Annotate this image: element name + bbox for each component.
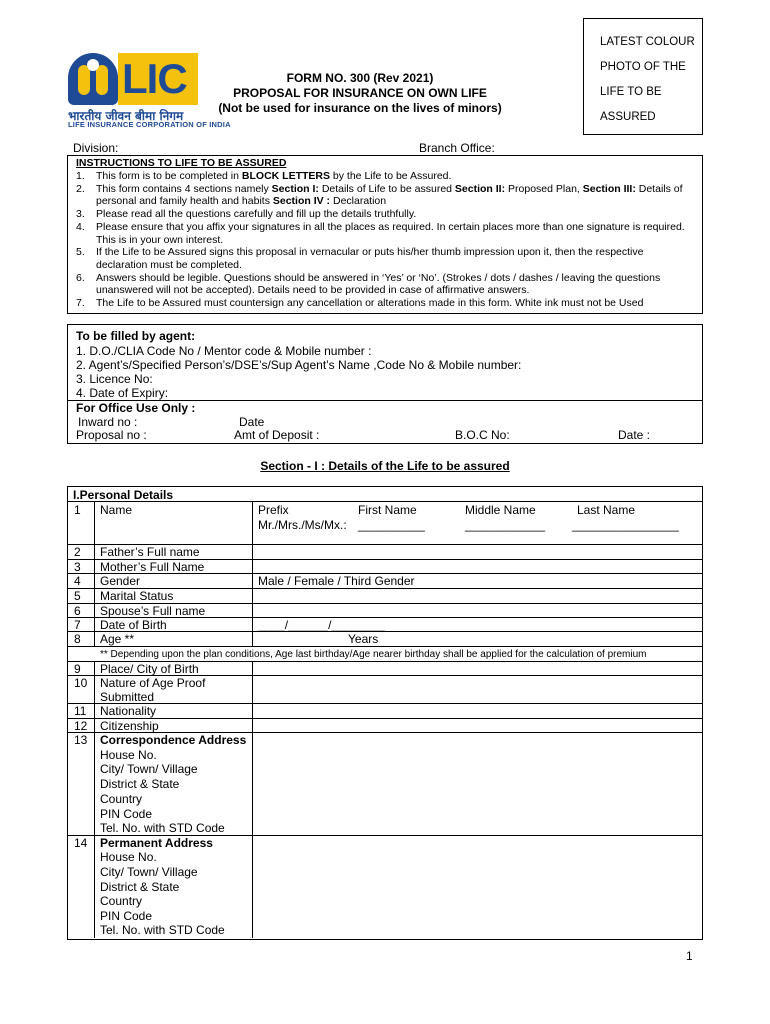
instruction-number: 7.	[76, 297, 85, 309]
row-label: City/ Town/ Village	[100, 762, 198, 776]
row-label: Correspondence Address	[100, 733, 247, 747]
agent-line: 3. Licence No:	[76, 372, 153, 386]
middle-name-blank[interactable]: ____________	[465, 518, 546, 532]
inward-label: Inward no :	[78, 415, 138, 429]
instruction-text: unanswered will not be accepted). Details need to be provided in case of affirmative answers.	[96, 284, 530, 297]
row-label: Father’s Full name	[100, 545, 200, 559]
row-label: House No.	[100, 748, 157, 762]
photo-text: ASSURED	[600, 111, 656, 123]
instruction-text: Please read all the questions carefully and fill up the details truthfully.	[96, 208, 417, 221]
row-label: Country	[100, 792, 143, 806]
row-label: Place/ City of Birth	[100, 662, 199, 676]
row-number: 7	[74, 618, 81, 632]
row-label: Country	[100, 894, 143, 908]
row-label: Marital Status	[100, 589, 174, 603]
agent-line: 2. Agent’s/Specified Person’s/DSE’s/Sup Agent’s Name ,Code No & Mobile number:	[76, 358, 522, 372]
form-number: FORM NO. 300 (Rev 2021)	[286, 71, 434, 85]
instruction-text: Please ensure that you affix your signatures in all the places as required. In certain places more than one signature is required.	[96, 220, 685, 233]
row-number: 4	[74, 574, 81, 588]
photo-text: LIFE TO BE	[600, 86, 662, 98]
photo-text: LATEST COLOUR	[600, 36, 695, 48]
proposal-label: Proposal no :	[76, 428, 147, 442]
instruction-text: declaration must be completed.	[96, 258, 242, 271]
logo-brand: LIC	[122, 55, 187, 102]
row-label: District & State	[100, 880, 180, 894]
row-label: Tel. No. with STD Code	[100, 821, 225, 835]
date-label: Date	[239, 415, 265, 429]
form-title: PROPOSAL FOR INSURANCE ON OWN LIFE	[233, 86, 487, 100]
row-number: 10	[74, 676, 88, 690]
row-number: 5	[74, 589, 81, 603]
instruction-text: Answers should be legible. Questions should be answered in ‘Yes’ or ‘No’. (Strokes / dots / dashes / leaving the questions	[96, 271, 661, 284]
lic-logo	[118, 53, 198, 105]
instruction-text: This form is to be completed in BLOCK LETTERS by the Life to be Assured.	[96, 170, 452, 182]
logo-hindi: भारतीय जीवन बीमा निगम	[68, 109, 184, 123]
row-label: PIN Code	[100, 807, 153, 821]
form-subtitle: (Not be used for insurance on the lives of minors)	[218, 101, 502, 115]
row-label: Nature of Age Proof	[100, 676, 206, 690]
instruction-number: 4.	[76, 220, 85, 233]
prefix-label: Prefix	[258, 503, 289, 517]
row-value[interactable]: Years	[348, 632, 379, 646]
row-number: 12	[74, 719, 88, 733]
row-divider	[67, 703, 702, 704]
row-number: 2	[74, 545, 81, 559]
instruction-text: The Life to be Assured must countersign any cancellation or alterations made in this form. White ink must not be Used	[96, 297, 644, 309]
instruction-number: 1.	[76, 170, 85, 182]
name-label: Name	[100, 503, 133, 517]
instruction-number: 3.	[76, 208, 85, 221]
last-name-blank[interactable]: ________________	[572, 518, 679, 532]
row-number: 3	[74, 560, 81, 574]
row-number: 1	[74, 503, 81, 517]
row-label: Citizenship	[100, 719, 159, 733]
row-label: Nationality	[100, 704, 157, 718]
row-label: City/ Town/ Village	[100, 865, 198, 879]
photo-box[interactable]	[583, 18, 703, 135]
row-label: Gender	[100, 574, 141, 588]
section-title: Section - I : Details of the Life to be assured	[260, 459, 510, 473]
row-value[interactable]: ____/______/________	[258, 618, 385, 632]
row-number: 13	[74, 733, 88, 747]
middle-name-label: Middle Name	[465, 503, 536, 517]
row-label: Date of Birth	[100, 618, 167, 632]
row-value[interactable]: Male / Female / Third Gender	[258, 574, 415, 588]
row-number: 11	[74, 704, 87, 718]
row-label: District & State	[100, 777, 180, 791]
last-name-label: Last Name	[577, 503, 636, 517]
personal-title: I.Personal Details	[73, 488, 174, 502]
deposit-label: Amt of Deposit :	[234, 428, 320, 442]
row-divider	[67, 718, 702, 719]
row-number: 8	[74, 632, 81, 646]
lic-emblem-icon	[68, 53, 118, 105]
row-number: 14	[74, 836, 88, 850]
date-label: Date :	[618, 428, 651, 442]
row-label: Spouse’s Full name	[100, 604, 206, 618]
row-number: 9	[74, 662, 81, 676]
logo-english: LIFE INSURANCE CORPORATION OF INDIA	[68, 120, 231, 129]
row-label: Mother’s Full Name	[100, 560, 205, 574]
instruction-text: If the Life to be Assured signs this proposal in vernacular or puts his/her thumb impression upon it, then the respective	[96, 246, 644, 259]
instructions-title: INSTRUCTIONS TO LIFE TO BE ASSURED	[76, 157, 287, 169]
boc-label: B.O.C No:	[455, 428, 510, 442]
prefix-blank[interactable]: __________	[358, 518, 425, 532]
instruction-text: This is in your own interest.	[96, 233, 224, 246]
row-number: 6	[74, 604, 81, 618]
agent-line: 4. Date of Expiry:	[76, 386, 169, 400]
row-label: Age **	[100, 632, 135, 646]
row-label: House No.	[100, 850, 157, 864]
agent-title: To be filled by agent:	[76, 329, 196, 343]
row-divider	[67, 631, 702, 632]
first-name-label: First Name	[358, 503, 417, 517]
row-label: Permanent Address	[100, 836, 213, 850]
prefix-options[interactable]: Mr./Mrs./Ms/Mx.:	[258, 518, 347, 532]
instruction-text: This form contains 4 sections namely Section I: Details of Life to be assured Section II: Proposed Plan, Section III: Details of	[96, 182, 683, 195]
instruction-text: personal and family health and habits Section IV : Declaration	[96, 195, 387, 208]
row-label: PIN Code	[100, 909, 153, 923]
age-note: ** Depending upon the plan conditions, Age last birthday/Age nearer birthday shall be applied for the calculation of premium	[100, 649, 647, 660]
branch-label: Branch Office:	[419, 141, 495, 155]
instruction-number: 2.	[76, 182, 85, 195]
row-label: Submitted	[100, 690, 155, 704]
instruction-number: 6.	[76, 271, 85, 284]
instruction-number: 5.	[76, 246, 85, 259]
page-number: 1	[686, 949, 693, 963]
division-label: Division:	[73, 141, 119, 155]
photo-text: PHOTO OF THE	[600, 61, 686, 73]
agent-line: 1. D.O./CLIA Code No / Mentor code & Mobile number :	[76, 344, 372, 358]
office-title: For Office Use Only :	[76, 401, 196, 415]
row-label: Tel. No. with STD Code	[100, 923, 225, 937]
